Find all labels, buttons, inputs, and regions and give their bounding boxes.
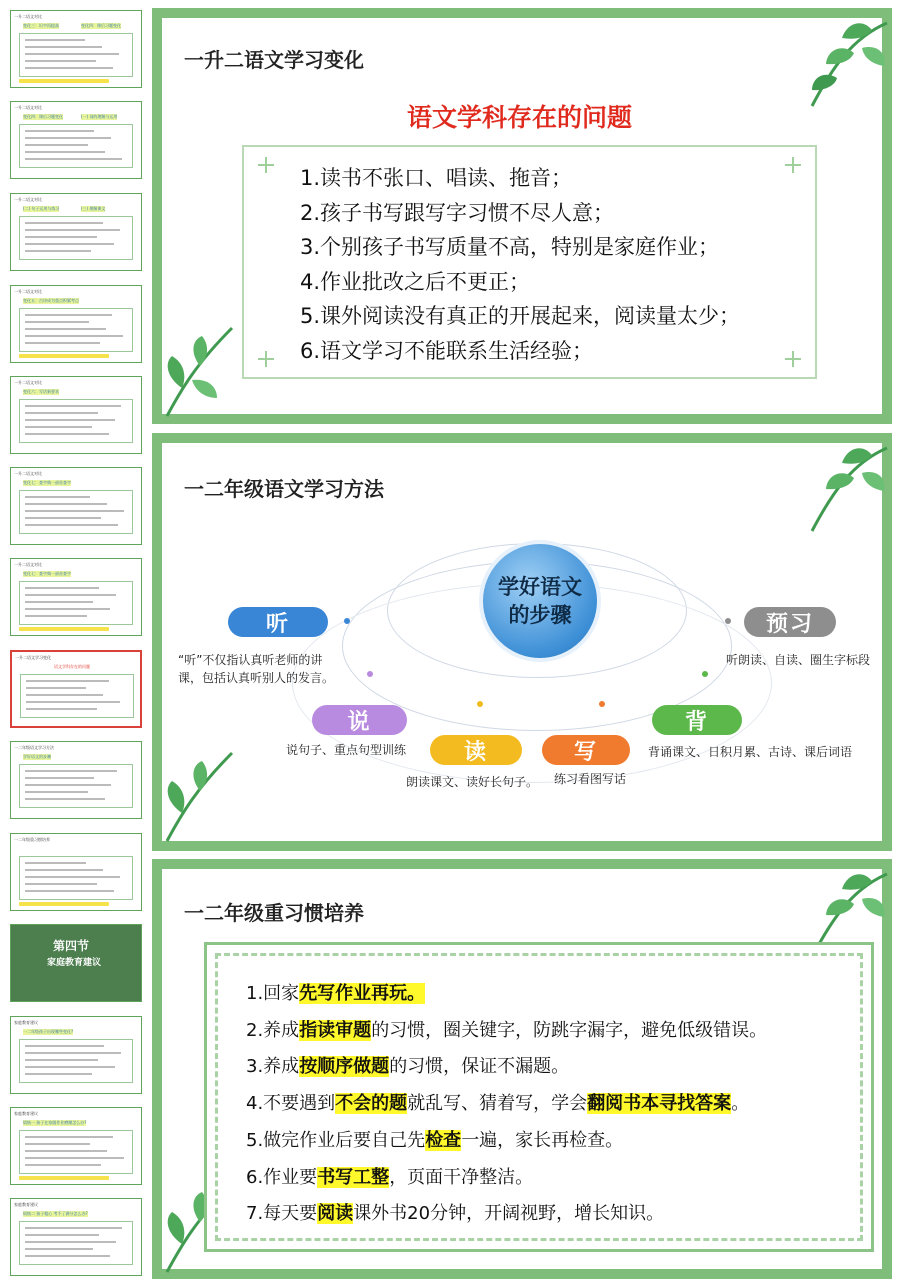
thumbnail-subtitle: 变化三：识字再提高 — [23, 23, 59, 28]
thumbnail-text-line — [25, 1157, 124, 1159]
habit-text: 4.不要遇到 — [246, 1093, 336, 1115]
thumbnail-title: 一升二语文学习变化 — [15, 655, 51, 660]
thumbnail-title: 一升二语文对比 — [14, 380, 42, 385]
slide-canvas — [162, 18, 882, 414]
slide-title: 一二年级重习惯培养 — [184, 901, 364, 925]
thumbnail-text-line — [25, 46, 102, 48]
thumbnail-text-line — [25, 321, 89, 323]
step-preview-pill[interactable]: 预习 — [744, 607, 836, 637]
thumbnail-subtitle: 变化四：课后习题变化 — [23, 114, 63, 119]
orbit-dot — [367, 671, 373, 677]
thumbnail-text-line — [25, 60, 96, 62]
problem-list-card — [242, 145, 817, 379]
habit-text: 7.每天要 — [246, 1203, 318, 1225]
thumbnail-title: 一升二语文对比 — [14, 562, 42, 567]
slide-thumbnail[interactable] — [10, 467, 142, 545]
thumbnail-highlight-bar — [19, 1176, 109, 1180]
slide-thumbnail[interactable] — [10, 650, 142, 728]
slide-thumbnail[interactable] — [10, 1198, 142, 1276]
habit-text: 3.养成 — [246, 1056, 300, 1078]
habit-item — [246, 1013, 767, 1050]
thumbnail-text-line — [25, 53, 119, 55]
habit-text: 课外书20分钟，开阔视野，增长知识。 — [353, 1203, 665, 1225]
thumbnail-text-line — [26, 708, 97, 710]
slide-language-problems[interactable] — [152, 8, 892, 424]
hub-line: 的步骤 — [508, 603, 572, 627]
habit-text: 就乱写、猜着写，学会 — [407, 1093, 588, 1115]
slide-thumbnail[interactable] — [10, 924, 142, 1002]
thumbnail-text-line — [25, 524, 118, 526]
slide-thumbnail[interactable] — [10, 558, 142, 636]
list-item: 2.孩子书写跟写字习惯不尽人意； — [300, 200, 615, 225]
highlighted-text: 按顺序做题 — [299, 1056, 390, 1078]
highlighted-text: 书写工整 — [317, 1166, 390, 1188]
thumbnail-text-line — [25, 784, 111, 786]
thumbnail-title: 一升二语文对比 — [14, 197, 42, 202]
thumbnail-title: 一升二语文对比 — [14, 471, 42, 476]
habit-item — [246, 1049, 767, 1086]
habit-item — [246, 1086, 767, 1123]
habit-text: 5.做完作业后要自己先 — [246, 1129, 426, 1151]
list-item: 5.课外阅读没有真正的开展起来，阅读量太少； — [300, 304, 741, 328]
highlighted-text: 翻阅书本寻找答案 — [587, 1093, 732, 1115]
habit-item — [246, 1196, 767, 1233]
highlighted-text: 指读审题 — [299, 1019, 372, 1041]
habit-text: 的习惯，保证不漏题。 — [389, 1056, 570, 1078]
thumbnail-title: 家庭教育建议 — [14, 1202, 38, 1207]
leaf-decoration-icon — [162, 743, 242, 843]
slide-learning-methods[interactable] — [152, 433, 892, 851]
thumbnail-text-line — [25, 876, 120, 878]
slide-thumbnail[interactable] — [10, 1016, 142, 1094]
thumbnail-text-line — [25, 1164, 101, 1166]
thumbnail-text-line — [26, 694, 103, 696]
habit-text: 一遍，家长再检查。 — [461, 1129, 624, 1151]
orbit-dot — [344, 618, 350, 624]
thumbnail-text-line — [25, 496, 90, 498]
frame-inner-border — [215, 953, 863, 1241]
thumbnail-text-line — [25, 587, 99, 589]
thumbnail-text-line — [25, 777, 94, 779]
thumbnail-text-line — [25, 144, 88, 146]
slide-thumbnail[interactable] — [10, 10, 142, 88]
leaf-decoration-icon — [792, 18, 892, 108]
thumbnail-text-line — [25, 1234, 99, 1236]
thumbnail-text-line — [25, 1066, 115, 1068]
problem-list — [300, 161, 740, 368]
thumbnail-text-line — [25, 615, 87, 617]
highlighted-text: 检查 — [425, 1129, 462, 1151]
thumbnail-text-line — [25, 608, 110, 610]
thumbnail-highlight-bar — [19, 79, 109, 83]
list-item: 6.语文学习不能联系生活经验； — [300, 338, 594, 363]
thumbnail-subtitle: 语文学科存在的问题 — [54, 664, 90, 669]
plus-ornament-icon — [258, 351, 274, 367]
plus-ornament-icon — [258, 157, 274, 173]
thumbnail-title: 一升二语文对比 — [14, 14, 42, 19]
thumbnail-subtitle: 变化七：查字典一部首查字 — [23, 571, 71, 576]
thumbnail-subtitle: 一二年级孩子出现哪些变化? — [23, 1029, 74, 1034]
thumbnail-text-line — [25, 594, 116, 596]
step-listen-caption: 课，包括认真听别人的发言。 — [178, 671, 335, 685]
step-listen-pill[interactable]: 听 — [228, 607, 328, 637]
orbit-dot — [725, 618, 731, 624]
thumbnail-subtitle: 变化四：课后习题变化 — [81, 23, 121, 28]
thumbnail-text-line — [25, 236, 97, 238]
thumbnail-text-line — [25, 1045, 104, 1047]
slide-thumbnail[interactable] — [10, 1107, 142, 1185]
slide-thumbnail[interactable] — [10, 741, 142, 819]
thumbnail-subtitle: 学好语文的步骤 — [23, 754, 51, 759]
slide-thumbnail[interactable] — [10, 193, 142, 271]
thumbnail-text-line — [25, 890, 114, 892]
habit-item — [246, 976, 767, 1013]
thumbnail-text-line — [25, 791, 88, 793]
habit-item — [246, 1123, 767, 1160]
habit-text: ，页面干净整洁。 — [389, 1166, 534, 1188]
thumbnail-highlight-bar — [19, 627, 109, 631]
step-speak-caption: 说句子、重点句型训练 — [286, 743, 407, 757]
step-write-caption: 练习看图写话 — [554, 772, 627, 786]
thumbnail-title: 一升二语文对比 — [14, 105, 42, 110]
thumbnail-text-line — [25, 419, 115, 421]
step-write-pill[interactable]: 写 — [542, 735, 630, 765]
leaf-decoration-icon — [162, 318, 242, 418]
slide-thumbnail[interactable] — [10, 376, 142, 454]
hub-line: 学好语文 — [498, 575, 582, 599]
thumbnail-subtitle: (二) 句子运用与练习 — [23, 206, 60, 211]
thumbnail-subtitle: (一) 词的理解与运用 — [81, 114, 118, 119]
orbit-dot — [477, 701, 483, 707]
highlighted-text: 先写作业再玩。 — [299, 983, 426, 1004]
plus-ornament-icon — [785, 157, 801, 173]
list-item: 1.读书不张口、唱读、拖音； — [300, 166, 573, 190]
thumbnail-text-line — [25, 405, 121, 407]
habit-item — [246, 1160, 767, 1197]
slide-title: 一二年级语文学习方法 — [184, 477, 384, 501]
list-item: 3.个别孩子书写质量不高，特别是家庭作业； — [300, 235, 720, 259]
thumbnail-text-line — [25, 39, 85, 41]
thumbnail-subtitle: (三) 理解课文 — [81, 206, 106, 211]
orbit-dot — [702, 671, 708, 677]
habit-list-frame — [204, 942, 874, 1252]
section-heading: 语文学科存在的问题 — [407, 103, 633, 132]
thumbnail-text-line — [25, 770, 117, 772]
thumbnail-text-line — [25, 883, 97, 885]
list-item: 4.作业批改之后不更正； — [300, 269, 531, 294]
habit-text: 2.养成 — [246, 1019, 300, 1041]
thumbnail-text-line — [25, 517, 101, 519]
thumbnail-text-line — [25, 1227, 122, 1229]
thumbnail-title: 家庭教育建议 — [14, 1111, 38, 1116]
thumbnail-text-line — [25, 151, 105, 153]
thumbnail-text-line — [25, 243, 114, 245]
thumbnail-text-line — [25, 1136, 113, 1138]
thumbnail-text-line — [25, 229, 120, 231]
step-recite-pill[interactable]: 背 — [652, 705, 742, 735]
thumbnail-text-line — [25, 862, 86, 864]
thumbnail-text-line — [25, 426, 92, 428]
step-read-pill[interactable]: 读 — [430, 735, 522, 765]
thumbnail-title: 一升二语文对比 — [14, 289, 42, 294]
thumbnail-text-line — [26, 680, 109, 682]
thumbnail-highlight-bar — [19, 354, 109, 358]
thumbnail-text-line — [25, 433, 109, 435]
thumbnail-text-line — [25, 601, 93, 603]
thumbnail-text-line — [25, 158, 122, 160]
highlighted-text: 阅读 — [317, 1203, 354, 1225]
thumbnail-text-line — [25, 1052, 121, 1054]
thumbnail-text-line — [25, 250, 91, 252]
slide-thumbnail[interactable] — [10, 833, 142, 911]
thumbnail-text-line — [25, 1255, 110, 1257]
thumbnail-highlight-bar — [19, 902, 109, 906]
thumbnail-subtitle: 变化七：查字典一部首查字 — [23, 480, 71, 485]
thumbnail-text-line — [25, 137, 111, 139]
thumbnail-text-line — [25, 1143, 90, 1145]
slide-canvas — [162, 443, 882, 841]
thumbnail-subtitle: 烦恼二 孩子粗心 考不了满分怎么办? — [23, 1211, 88, 1216]
thumbnail-title: 一二年级重习惯培养 — [14, 837, 50, 842]
thumbnail-text-line — [25, 798, 105, 800]
step-speak-pill[interactable]: 说 — [312, 705, 407, 735]
habit-text: 的习惯，圈关键字，防跳字漏字，避免低级错误。 — [371, 1019, 768, 1041]
thumbnail-subtitle: 变化五：古诗成为重点积累考点 — [23, 298, 79, 303]
leaf-decoration-icon — [792, 443, 892, 533]
thumbnail-text-line — [25, 510, 124, 512]
thumbnail-subtitle: 烦恼一 孩子在家做作业磨蹭怎么办? — [23, 1120, 87, 1125]
thumbnail-title: 一二年级语文学习方法 — [14, 745, 54, 750]
thumbnail-strip[interactable] — [0, 0, 150, 1286]
thumbnail-subtitle: 变化六：写话新要求 — [23, 389, 59, 394]
thumbnail-subheading: 家庭教育建议 — [47, 958, 102, 968]
slide-thumbnail[interactable] — [10, 285, 142, 363]
thumbnail-text-line — [25, 1241, 116, 1243]
thumbnail-text-line — [25, 503, 107, 505]
habit-text: 。 — [731, 1093, 750, 1115]
plus-ornament-icon — [785, 351, 801, 367]
thumbnail-text-line — [25, 130, 94, 132]
habit-list — [246, 976, 767, 1233]
thumbnail-text-line — [25, 869, 103, 871]
thumbnail-text-line — [26, 701, 120, 703]
thumbnail-text-line — [25, 342, 100, 344]
thumbnail-text-line — [25, 412, 98, 414]
orbit-dot — [599, 701, 605, 707]
step-listen-caption: “听”不仅指认真听老师的讲 — [178, 653, 323, 667]
thumbnail-text-line — [25, 314, 112, 316]
step-preview-caption: 听朗读、自读、圈生字标段 — [726, 653, 871, 667]
thumbnail-title: 家庭教育建议 — [14, 1020, 38, 1025]
slide-title: 一升二语文学习变化 — [184, 48, 364, 72]
step-recite-caption: 背诵课文、日积月累、古诗、课后词语 — [648, 745, 853, 759]
step-read-caption: 朗读课文、读好长句子。 — [406, 775, 539, 789]
habit-text: 6.作业要 — [246, 1166, 318, 1188]
thumbnail-text-line — [25, 1248, 93, 1250]
thumbnail-text-line — [25, 1073, 92, 1075]
thumbnail-heading: 第四节 — [53, 939, 90, 953]
thumbnail-text-line — [25, 335, 123, 337]
slide-habit-building[interactable] — [152, 859, 892, 1279]
habit-text: 1.回家 — [246, 983, 300, 1004]
thumbnail-text-line — [25, 1059, 98, 1061]
slide-canvas — [162, 869, 882, 1269]
center-hub — [479, 540, 601, 662]
thumbnail-text-line — [25, 1150, 107, 1152]
thumbnail-text-line — [26, 687, 86, 689]
slide-thumbnail[interactable] — [10, 101, 142, 179]
thumbnail-text-line — [25, 328, 106, 330]
highlighted-text: 不会的题 — [335, 1093, 408, 1115]
thumbnail-text-line — [25, 67, 113, 69]
thumbnail-text-line — [25, 222, 103, 224]
